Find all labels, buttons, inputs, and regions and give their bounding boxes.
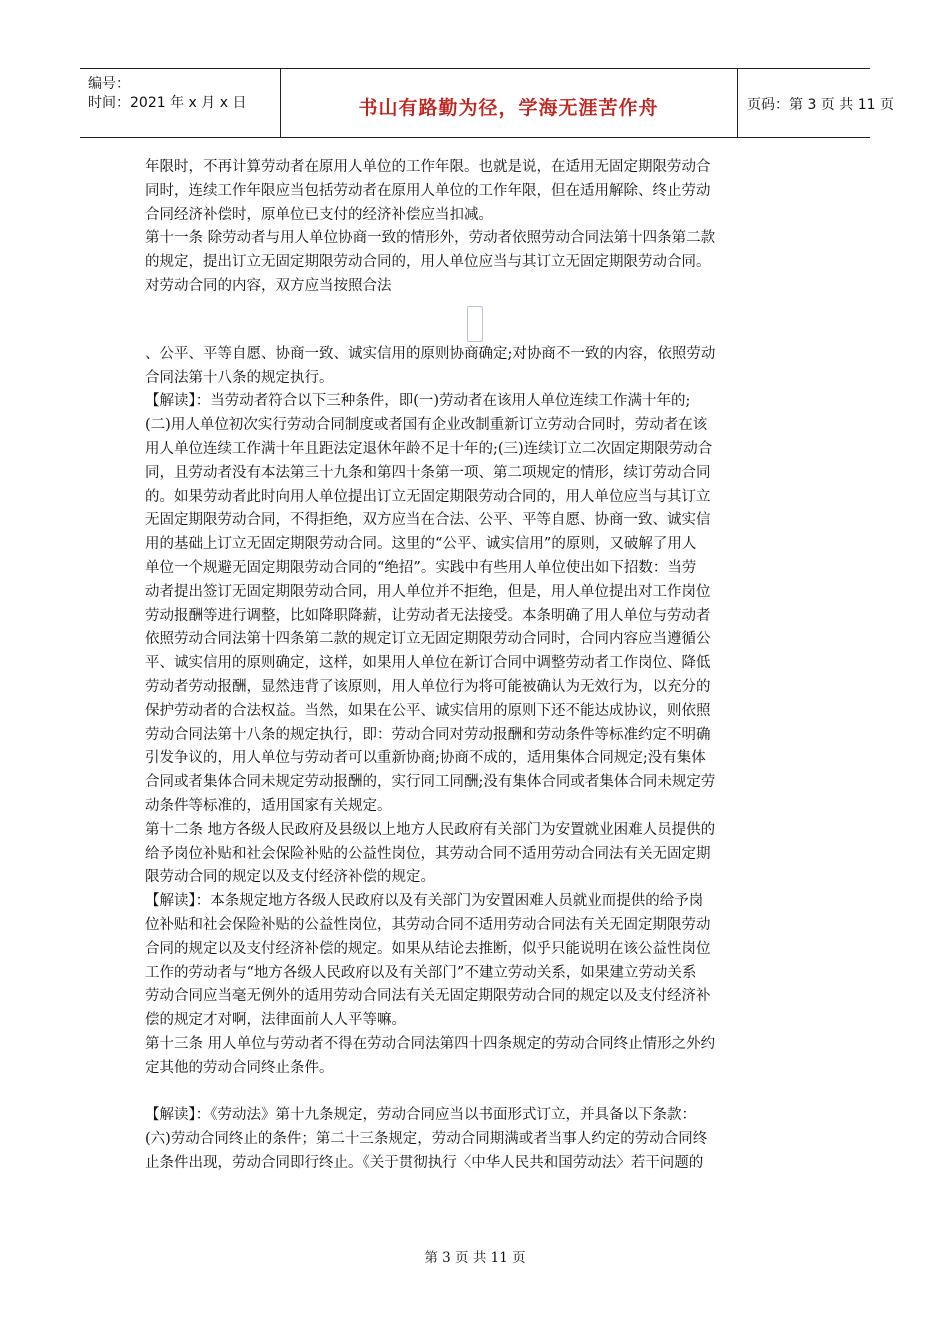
body-line: 无固定期限劳动合同，不得拒绝，双方应当在合法、公平、平等自愿、协商一致、诚实信 [145, 512, 711, 529]
body-line: (二)用人单位初次实行劳动合同制度或者国有企业改制重新订立劳动合同时，劳动者在该 [145, 417, 708, 434]
body-line: (六)劳动合同终止的条件；第二十三条规定，劳动合同期满或者当事人约定的劳动合同终 [145, 1131, 708, 1148]
body-line: 劳动者劳动报酬，显然违背了该原则，用人单位行为将可能被确认为无效行为，以充分的 [145, 678, 711, 695]
body-line: 劳动合同应当毫无例外的适用劳动合同法有关无固定期限劳动合同的规定以及支付经济补 [145, 988, 711, 1005]
header-meta-cell [80, 69, 281, 137]
body-line: 用的基础上订立无固定期限劳动合同。这里的“公平、诚实信用”的原则，又破解了用人 [145, 536, 697, 553]
body-line: 动条件等标准的，适用国家有关规定。 [145, 797, 392, 814]
body-line: 的。如果劳动者此时向用人单位提出订立无固定期限劳动合同的，用人单位应当与其订立 [145, 488, 711, 505]
page-footer: 第 3 页 共 11 页 [424, 1250, 526, 1266]
document-number-label: 编号： [88, 76, 130, 92]
header-motto-cell [280, 69, 738, 137]
body-line: 的规定，提出订立无固定期限劳动合同的，用人单位应当与其订立无固定期限劳动合同。 [145, 254, 711, 271]
body-line: 依照劳动合同法第十四条第二款的规定订立无固定期限劳动合同时，合同内容应当遵循公 [145, 631, 711, 648]
body-line: 合同法第十八条的规定执行。 [145, 369, 334, 386]
body-line: 工作的劳动者与“地方各级人民政府以及有关部门”不建立劳动关系，如果建立劳动关系 [145, 964, 697, 981]
page-header [80, 68, 894, 138]
body-line: 给予岗位补贴和社会保险补贴的公益性岗位，其劳动合同不适用劳动合同法有关无固定期 [145, 845, 711, 862]
interpretation-heading: 【解读】：当劳动者符合以下三种条件，即(一)劳动者在该用人单位连续工作满十年的; [145, 393, 691, 410]
body-line: 引发争议的，用人单位与劳动者可以重新协商;协商不成的，适用集体合同规定;没有集体 [145, 750, 706, 767]
body-line: 单位一个规避无固定期限劳动合同的“绝招”。实践中有些用人单位使出如下招数：当劳 [145, 559, 697, 576]
header-motto: 书山有路勤为径，学海无涯苦作舟 [358, 97, 659, 119]
body-line: 劳动合同法第十八条的规定执行，即：劳动合同对劳动报酬和劳动条件等标准约定不明确 [145, 726, 711, 743]
body-line: 年限时，不再计算劳动者在原用人单位的工作年限。也就是说，在适用无固定期限劳动合 [145, 159, 711, 175]
body-line: 止条件出现，劳动合同即行终止。《关于贯彻执行〈中华人民共和国劳动法〉若干问题的 [145, 1155, 704, 1172]
document-date-label: 时间：2021 年 x 月 x 日 [88, 95, 247, 111]
article-12-heading: 第十二条 地方各级人民政府及县级以上地方人民政府有关部门为安置就业困难人员提供的 [145, 821, 716, 838]
body-line: 对劳动合同的内容，双方应当按照合法 [145, 277, 392, 294]
article-11-heading: 第十一条 除劳动者与用人单位协商一致的情形外，劳动者依照劳动合同法第十四条第二款 [145, 230, 716, 247]
body-line: 动者提出签订无固定期限劳动合同，用人单位并不拒绝，但是，用人单位提出对工作岗位 [145, 583, 711, 600]
body-line: 限劳动合同的规定以及支付经济补偿的规定。 [145, 869, 435, 886]
header-page-info: 页码：第 3 页 共 11 页 [747, 97, 894, 113]
body-line: 、公平、平等自愿、协商一致、诚实信用的原则协商确定;对协商不一致的内容，依照劳动 [145, 345, 716, 362]
body-line: 合同或者集体合同未规定劳动报酬的，实行同工同酬;没有集体合同或者集体合同未规定劳 [145, 774, 716, 791]
interpretation-heading: 【解读】：《劳动法》第十九条规定，劳动合同应当以书面形式订立，并具备以下条款： [145, 1107, 696, 1124]
article-13-heading: 第十三条 用人单位与劳动者不得在劳动合同法第四十四条规定的劳动合同终止情形之外约 [145, 1035, 716, 1052]
body-line: 保护劳动者的合法权益。当然，如果在公平、诚实信用的原则下还不能达成协议，则依照 [145, 702, 711, 719]
body-line: 同，且劳动者没有本法第三十九条和第四十条第一项、第二项规定的情形，续订劳动合同 [145, 464, 711, 481]
body-line: 偿的规定才对啊，法律面前人人平等嘛。 [145, 1012, 406, 1029]
image-gap [145, 299, 815, 343]
body-line: 劳动报酬等进行调整，比如降职降薪，让劳动者无法接受。本条明确了用人单位与劳动者 [145, 607, 711, 624]
document-body [145, 156, 815, 1176]
body-line: 位补贴和社会保险补贴的公益性岗位，其劳动合同不适用劳动合同法有关无固定期限劳动 [145, 916, 711, 933]
body-line: 定其他的劳动合同终止条件。 [145, 1059, 334, 1076]
header-page-cell [737, 69, 894, 137]
paragraph-gap [145, 1080, 815, 1104]
body-line: 合同经济补偿时，原单位已支付的经济补偿应当扣减。 [145, 206, 493, 223]
interpretation-heading: 【解读】：本条规定地方各级人民政府以及有关部门为安置困难人员就业而提供的给予岗 [145, 893, 704, 910]
body-line: 用人单位连续工作满十年且距法定退休年龄不足十年的;(三)连续订立二次固定期限劳动合 [145, 440, 713, 457]
body-line: 合同的规定以及支付经济补偿的规定。如果从结论去推断，似乎只能说明在该公益性岗位 [145, 940, 711, 957]
body-line: 平、诚实信用的原则确定，这样，如果用人单位在新订合同中调整劳动者工作岗位、降低 [145, 655, 711, 672]
body-line: 同时，连续工作年限应当包括劳动者在原用人单位的工作年限，但在适用解除、终止劳动 [145, 182, 711, 199]
